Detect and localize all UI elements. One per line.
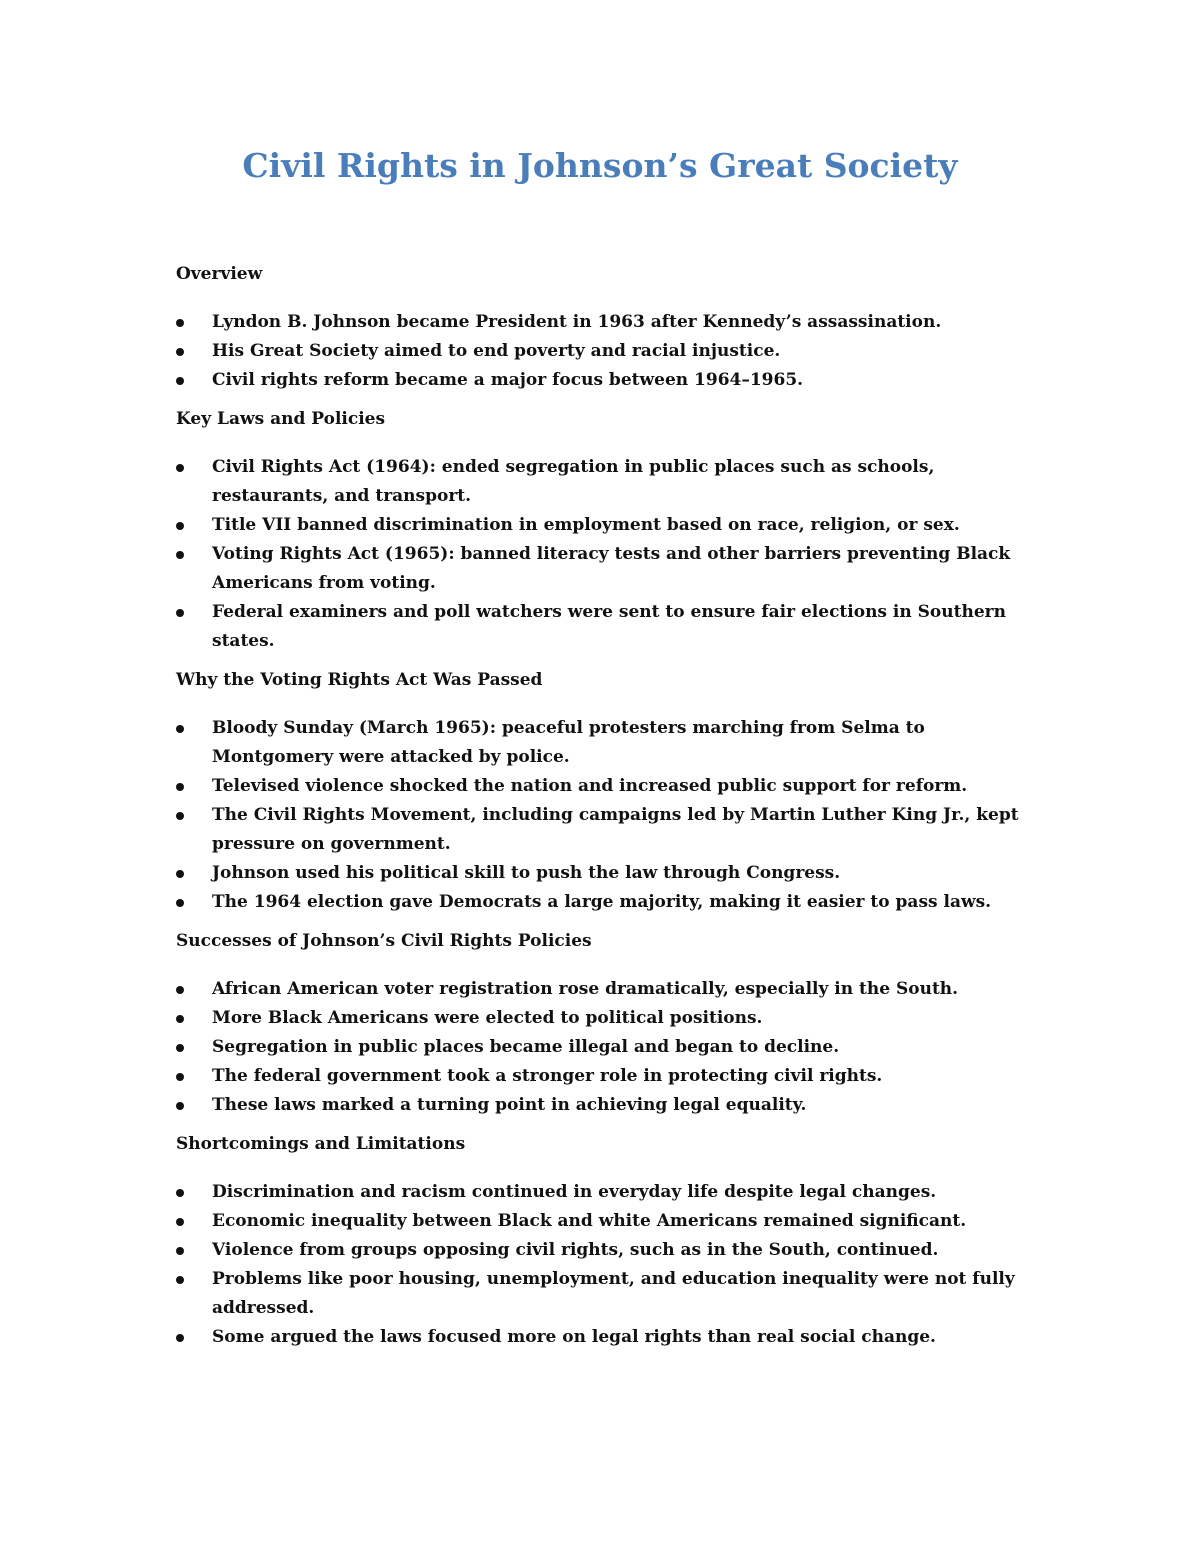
bullet-icon [176, 319, 184, 327]
bullet-list [176, 1178, 1046, 1352]
bullet-icon [176, 812, 184, 820]
list-item-text: Lyndon B. Johnson became President in 1963 after Kennedy’s assassination. [212, 312, 942, 332]
bullet-icon [176, 377, 184, 385]
bullet-icon [176, 1015, 184, 1023]
section-shortcomings [176, 1130, 1046, 1352]
bullet-list [176, 714, 1046, 917]
list-item-text: Segregation in public places became illegal and began to decline. [212, 1037, 840, 1057]
section-overview [176, 260, 1046, 395]
bullet-icon [176, 1044, 184, 1052]
list-item-text: Violence from groups opposing civil rights, such as in the South, continued. [212, 1240, 939, 1260]
bullet-icon [176, 725, 184, 733]
list-item [176, 1323, 1046, 1352]
section-successes [176, 927, 1046, 1120]
bullet-icon [176, 609, 184, 617]
bullet-list [176, 308, 1046, 395]
bullet-icon [176, 522, 184, 530]
list-item [176, 540, 1046, 598]
list-item [176, 1207, 1046, 1236]
list-item [176, 1265, 1046, 1323]
bullet-list [176, 453, 1046, 656]
list-item-text: More Black Americans were elected to political positions. [212, 1008, 763, 1028]
list-item [176, 975, 1046, 1004]
list-item-text: Televised violence shocked the nation and increased public support for reform. [212, 776, 968, 796]
bullet-icon [176, 1102, 184, 1110]
list-item-text: Economic inequality between Black and white Americans remained significant. [212, 1211, 967, 1231]
section-heading: Why the Voting Rights Act Was Passed [176, 670, 543, 690]
list-item-text: Title VII banned discrimination in employment based on race, religion, or sex. [212, 515, 960, 535]
list-item [176, 1033, 1046, 1062]
list-item [176, 308, 1046, 337]
list-item [176, 888, 1046, 917]
list-item-text: The Civil Rights Movement, including campaigns led by Martin Luther King Jr., kept pressure on government. [212, 805, 1019, 854]
list-item-text: Bloody Sunday (March 1965): peaceful protesters marching from Selma to Montgomery were attacked by police. [212, 718, 925, 767]
list-item-text: Discrimination and racism continued in everyday life despite legal changes. [212, 1182, 937, 1202]
list-item-text: The federal government took a stronger role in protecting civil rights. [212, 1066, 883, 1086]
list-item-text: African American voter registration rose dramatically, especially in the South. [212, 979, 959, 999]
list-item-text: Civil rights reform became a major focus between 1964–1965. [212, 370, 804, 390]
list-item [176, 714, 1046, 772]
bullet-list [176, 975, 1046, 1120]
bullet-icon [176, 783, 184, 791]
bullet-icon [176, 464, 184, 472]
bullet-icon [176, 1073, 184, 1081]
list-item [176, 772, 1046, 801]
bullet-icon [176, 348, 184, 356]
list-item-text: Civil Rights Act (1964): ended segregation in public places such as schools, restaurants, and transport. [212, 457, 935, 506]
bullet-icon [176, 986, 184, 994]
list-item [176, 1236, 1046, 1265]
document-body [176, 260, 1046, 1362]
list-item-text: Voting Rights Act (1965): banned literacy tests and other barriers preventing Black Americans from voting. [212, 544, 1011, 593]
list-item-text: These laws marked a turning point in achieving legal equality. [212, 1095, 807, 1115]
list-item-text: His Great Society aimed to end poverty and racial injustice. [212, 341, 781, 361]
list-item-text: The 1964 election gave Democrats a large majority, making it easier to pass laws. [212, 892, 992, 912]
list-item [176, 337, 1046, 366]
list-item-text: Problems like poor housing, unemployment, and education inequality were not fully addressed. [212, 1269, 1015, 1318]
bullet-icon [176, 870, 184, 878]
bullet-icon [176, 1247, 184, 1255]
bullet-icon [176, 1218, 184, 1226]
list-item [176, 453, 1046, 511]
list-item [176, 801, 1046, 859]
bullet-icon [176, 1276, 184, 1284]
list-item-text: Federal examiners and poll watchers were sent to ensure fair elections in Southern states. [212, 602, 1006, 651]
document-title: Civil Rights in Johnson’s Great Society [242, 146, 958, 185]
section-heading: Overview [176, 264, 263, 284]
list-item-text: Some argued the laws focused more on legal rights than real social change. [212, 1327, 936, 1347]
section-voting-rights-act [176, 666, 1046, 917]
list-item [176, 1004, 1046, 1033]
section-heading: Key Laws and Policies [176, 409, 386, 429]
list-item-text: Johnson used his political skill to push the law through Congress. [212, 863, 841, 883]
list-item [176, 366, 1046, 395]
section-heading: Shortcomings and Limitations [176, 1134, 466, 1154]
list-item [176, 1091, 1046, 1120]
list-item [176, 1178, 1046, 1207]
list-item [176, 859, 1046, 888]
list-item [176, 1062, 1046, 1091]
bullet-icon [176, 551, 184, 559]
section-key-laws [176, 405, 1046, 656]
bullet-icon [176, 899, 184, 907]
list-item [176, 511, 1046, 540]
bullet-icon [176, 1189, 184, 1197]
section-heading: Successes of Johnson’s Civil Rights Policies [176, 931, 592, 951]
bullet-icon [176, 1334, 184, 1342]
list-item [176, 598, 1046, 656]
